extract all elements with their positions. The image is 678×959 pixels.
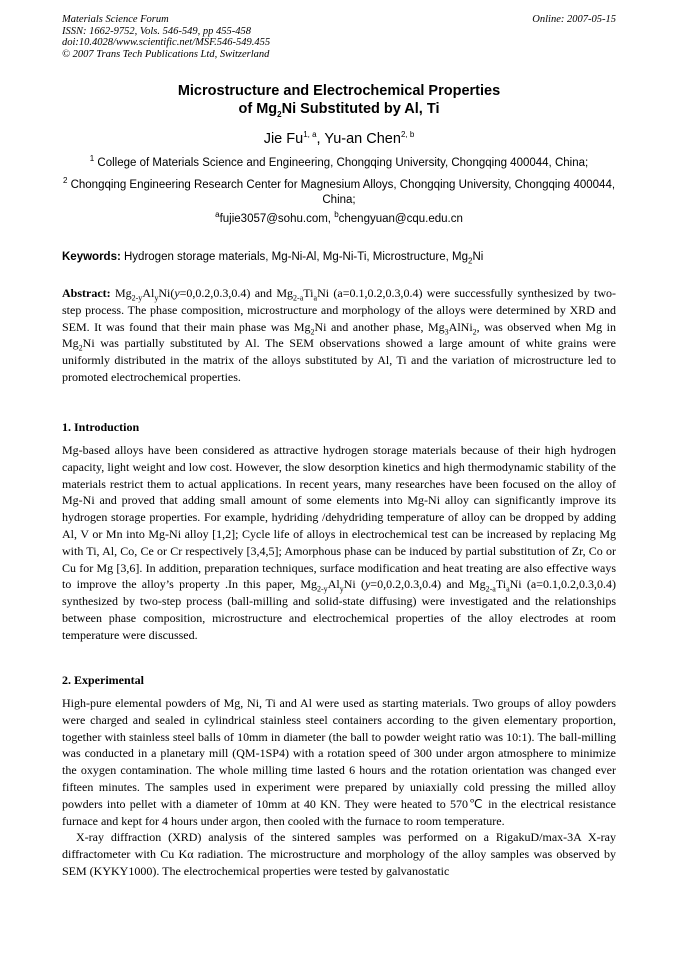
title-text: Ni Substituted by Al, Ti — [281, 101, 440, 117]
keywords-label: Keywords: — [62, 251, 121, 263]
abstract-text: Ni and another phase, Mg — [314, 319, 445, 334]
abstract-subscript: y — [154, 293, 159, 303]
abstract-subscript: a — [313, 293, 318, 303]
copyright-line: © 2007 Trans Tech Publications Ltd, Switzerland — [62, 48, 270, 60]
intro-text: Mg-based alloys have been considered as attractive hydrogen storage materials because of their high hydrogen capacity, light weight and low cost. However, the slow desorption kinetics and high thermodynamic stability of the materials restrict them to actual applications. In recent years, many researches have been focused on the alloy of Mg-Ni and proved that adding small amount of some elements into Mg-Ni alloy can significantly improve its hydrogen storage properties. For example, hydriding /dehydriding temperature of alloy can be dropped by adding Al, V or Mn into Mg-Ni alloy [1,2]; Cycle life of alloys in electrochemical test can be increased by replacing Mg with Ti, Al, Co, Ce or Cr respectively [3,4,5]; Amorphous phase can be induced by partial substitution of Zr, Co or Cu for Mg [3,6]. In addition, preparation techniques, surface modification and heat treating are also effective ways to improve the alloy’s property .In this paper, Mg — [62, 443, 616, 592]
author-emails — [62, 210, 616, 225]
intro-subscript: 2-a — [485, 584, 496, 594]
affiliation-1-text: College of Materials Science and Engineering, Chongqing University, Chongqing 400044, China; — [94, 157, 589, 169]
author-1-affil: 1, a — [303, 130, 317, 140]
journal-header — [62, 14, 616, 60]
experimental-heading: 2. Experimental — [62, 673, 144, 687]
abstract-text: , was observed when Mg in Mg — [62, 319, 616, 351]
intro-subscript: 2-y — [317, 584, 328, 594]
keywords-text: Hydrogen storage materials, Mg-Ni-Al, Mg-Ni-Ti, Microstructure, Mg — [120, 251, 469, 263]
email-a: fujie3057@sohu.com, — [219, 213, 335, 225]
affiliation-1 — [62, 156, 616, 171]
keywords-subscript: 2 — [468, 256, 473, 266]
affiliation-1-mark: 1 — [89, 154, 95, 164]
intro-text: Al — [327, 577, 340, 592]
email-b: chengyuan@cqu.edu.cn — [338, 213, 463, 225]
intro-subscript: y — [339, 584, 344, 594]
author-list — [62, 131, 616, 147]
affiliation-2-text: Chongqing Engineering Research Center for Magnesium Alloys, Chongqing University, Chongqing 400044, China; — [67, 179, 616, 206]
abstract-label: Abstract: — [62, 286, 111, 300]
introduction-body — [62, 442, 616, 644]
intro-text: =0,0.2,0.3,0.4) and Mg — [370, 577, 486, 592]
abstract — [62, 285, 616, 386]
author-1: Jie Fu — [263, 131, 304, 147]
journal-name: Materials Science Forum — [62, 14, 169, 25]
abstract-subscript: 2-a — [293, 293, 304, 303]
online-date: Online: 2007-05-15 — [532, 14, 616, 25]
issn-line: ISSN: 1662-9752, Vols. 546-549, pp 455-458 — [62, 25, 251, 37]
email-a-mark: a — [215, 210, 220, 220]
abstract-subscript: 2-y — [131, 293, 143, 303]
title-subscript: 2 — [277, 109, 282, 119]
introduction-heading: 1. Introduction — [62, 420, 140, 434]
abstract-subscript: 2 — [310, 326, 315, 336]
abstract-text: Mg — [110, 286, 132, 300]
intro-text: Ni (a=0.1,0.2,0.3,0.4) synthesized by two-step process (ball-milling and solid-state diffusing) were investigated and the relationships between phase composition, microstructure and electrochemical properties of the alloy electrodes at room temperature were discussed. — [62, 577, 617, 642]
abstract-subscript: 3 — [444, 326, 449, 336]
abstract-text: Ni was partially substituted by Al. The SEM observations showed a large amount of white grains were uniformly distributed in the matrix of the alloys substituted by Al, Ti and the variation of microstructure led to promoted electrochemical properties. — [62, 336, 616, 384]
keywords — [62, 251, 616, 266]
email-b-mark: b — [334, 210, 339, 220]
abstract-subscript: 2 — [472, 326, 477, 336]
title-line-2 — [62, 100, 616, 118]
intro-text: Ni ( — [343, 577, 365, 592]
experimental-body — [62, 695, 616, 880]
abstract-text: Al — [142, 286, 155, 300]
title-line-1: Microstructure and Electrochemical Properties — [177, 83, 501, 99]
author-2: Yu-an Chen — [324, 131, 401, 147]
abstract-text: =0,0.2,0.3,0.4) and Mg — [179, 286, 294, 300]
paper-title — [62, 82, 616, 118]
experimental-paragraph-1: High-pure elemental powders of Mg, Ni, Ti and Al were used as starting materials. Two groups of alloy powders were charged and sealed in cylindrical stainless steel containers according to the given elementary proportion, together with stainless steel balls of 10mm in diameter (the ball to powder weight ratio was 10:1). The ball-milling was conducted in a planetary mill (QM-1SP4) with a rotation speed of 300 under argon atmosphere to minimize the oxygen contamination. The whole milling time lasted 6 hours and the rotation orientation was changed ever fifteen minutes. The samples used in experiment were prepared by uniaxially cold pressing the milled alloy powders into pellet with a diameter of 10mm at 40 KN. They were heated to 570℃ in the electrical resistance furnace and kept for 4 hours under argon, then cooled with the furnace to room temperature. — [62, 696, 616, 828]
intro-subscript: a — [506, 584, 510, 594]
experimental-paragraph-2: X-ray diffraction (XRD) analysis of the sintered samples was performed on a RigakuD/max-3A X-ray diffractometer with Cu Kα radiation. The microstructure and morphology of the alloy samples was observed by SEM (KYKY1000). The electrochemical properties were tested by galvanostatic — [62, 830, 616, 878]
affiliation-2-mark: 2 — [62, 176, 68, 186]
doi-line: doi:10.4028/www.scientific.net/MSF.546-549.455 — [62, 37, 271, 48]
author-2-affil: 2, b — [400, 130, 415, 140]
title-text: of Mg — [238, 101, 278, 117]
abstract-text: AlNi — [448, 319, 473, 334]
abstract-subscript: 2 — [78, 343, 83, 353]
author-separator: , — [316, 131, 325, 147]
abstract-text: Ni( — [158, 286, 175, 300]
intro-variable: y — [364, 577, 371, 592]
intro-text: Ti — [495, 577, 507, 592]
affiliation-2 — [62, 178, 616, 208]
abstract-text: Ti — [303, 286, 314, 300]
abstract-text: Ni (a=0.1,0.2,0.3,0.4) were successfully synthesized by two-step process. The phase composition, microstructure and morphology of the alloys were determined by XRD and SEM. It was found that their main phase was Mg — [62, 286, 616, 334]
abstract-variable: y — [174, 286, 180, 300]
keywords-text-end: Ni — [472, 251, 484, 263]
